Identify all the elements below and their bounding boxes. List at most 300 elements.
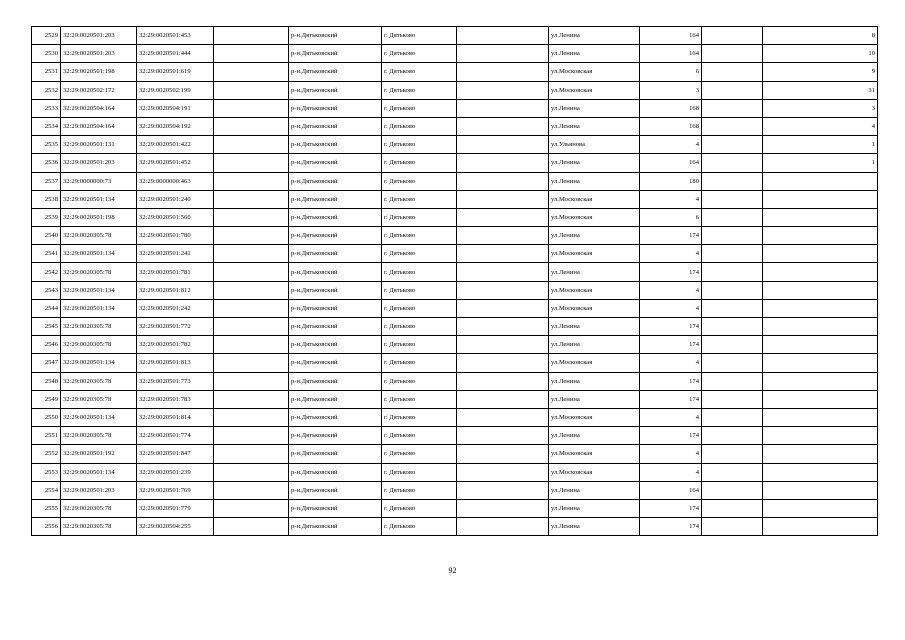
empty-cell [214,390,289,408]
table-row [32,263,878,281]
empty-cell [457,390,549,408]
empty-cell [702,336,763,354]
district-cell: р-н.Дятьковский [289,481,382,499]
house-number-cell: 174 [640,372,702,390]
row-number-cell: 2542 [32,263,61,281]
table-row [32,27,878,45]
row-number-cell: 2552 [32,445,61,463]
empty-cell [214,518,289,536]
table-row [32,63,878,81]
parent-cadastral-number-cell: 32:29:0020501:134 [61,245,137,263]
street-cell: ул.Ленина [549,154,640,172]
city-cell: г. Дятьково [382,336,457,354]
street-cell: ул.Московская [549,208,640,226]
empty-cell [457,318,549,336]
street-cell: ул.Ленина [549,372,640,390]
house-number-cell: 4 [640,445,702,463]
apartment-number-cell [763,208,878,226]
city-cell: г. Дятьково [382,172,457,190]
street-cell: ул.Ленина [549,390,640,408]
table-row [32,45,878,63]
city-cell: г. Дятьково [382,27,457,45]
row-number-cell: 2530 [32,45,61,63]
table-row [32,136,878,154]
district-cell: р-н.Дятьковский [289,136,382,154]
empty-cell [457,27,549,45]
empty-cell [214,372,289,390]
street-cell: ул.Московская [549,81,640,99]
city-cell: г. Дятьково [382,81,457,99]
parent-cadastral-number-cell: 32:29:0020501:198 [61,63,137,81]
parent-cadastral-number-cell: 32:29:0020502:172 [61,81,137,99]
district-cell: р-н.Дятьковский [289,99,382,117]
empty-cell [214,227,289,245]
house-number-cell: 4 [640,299,702,317]
cadastral-number-cell: 32:29:0020501:422 [137,136,214,154]
house-number-cell: 174 [640,227,702,245]
cadastral-number-cell: 32:29:0000000:463 [137,172,214,190]
street-cell: ул.Ленина [549,263,640,281]
empty-cell [457,445,549,463]
parent-cadastral-number-cell: 32:29:0020501:134 [61,463,137,481]
house-number-cell: 174 [640,427,702,445]
parent-cadastral-number-cell: 32:29:0020501:203 [61,154,137,172]
empty-cell [457,227,549,245]
apartment-number-cell [763,190,878,208]
apartment-number-cell [763,245,878,263]
row-number-cell: 2556 [32,518,61,536]
house-number-cell: 168 [640,99,702,117]
city-cell: г. Дятьково [382,117,457,135]
empty-cell [457,190,549,208]
city-cell: г. Дятьково [382,45,457,63]
parent-cadastral-number-cell: 32:29:0020305:78 [61,390,137,408]
city-cell: г. Дятьково [382,427,457,445]
empty-cell [214,427,289,445]
cadastral-number-cell: 32:29:0020501:780 [137,227,214,245]
empty-cell [702,299,763,317]
house-number-cell: 174 [640,390,702,408]
empty-cell [214,245,289,263]
apartment-number-cell [763,372,878,390]
empty-cell [702,518,763,536]
parent-cadastral-number-cell: 32:29:0000000:73 [61,172,137,190]
district-cell: р-н.Дятьковский [289,263,382,281]
parent-cadastral-number-cell: 32:29:0020305:78 [61,318,137,336]
empty-cell [214,263,289,281]
table-row [32,390,878,408]
table-row [32,499,878,517]
cadastral-number-cell: 32:29:0020501:847 [137,445,214,463]
row-number-cell: 2529 [32,27,61,45]
cadastral-number-cell: 32:29:0020501:781 [137,263,214,281]
house-number-cell: 174 [640,518,702,536]
district-cell: р-н.Дятьковский [289,117,382,135]
parent-cadastral-number-cell: 32:29:0020305:78 [61,372,137,390]
apartment-number-cell: 8 [763,27,878,45]
apartment-number-cell [763,263,878,281]
street-cell: ул.Ленина [549,227,640,245]
empty-cell [457,136,549,154]
house-number-cell: 4 [640,354,702,372]
parent-cadastral-number-cell: 32:29:0020501:134 [61,408,137,426]
table-row [32,99,878,117]
empty-cell [214,481,289,499]
empty-cell [457,336,549,354]
street-cell: ул.Ленина [549,499,640,517]
parent-cadastral-number-cell: 32:29:0020501:134 [61,281,137,299]
empty-cell [702,499,763,517]
cadastral-number-cell: 32:29:0020501:240 [137,190,214,208]
city-cell: г. Дятьково [382,372,457,390]
table-row [32,245,878,263]
district-cell: р-н.Дятьковский [289,190,382,208]
table-row [32,408,878,426]
cadastral-number-cell: 32:29:0020501:813 [137,354,214,372]
empty-cell [214,172,289,190]
city-cell: г. Дятьково [382,518,457,536]
row-number-cell: 2539 [32,208,61,226]
table-body [32,27,878,536]
empty-cell [214,445,289,463]
house-number-cell: 6 [640,208,702,226]
city-cell: г. Дятьково [382,463,457,481]
empty-cell [214,117,289,135]
empty-cell [457,99,549,117]
row-number-cell: 2544 [32,299,61,317]
empty-cell [702,154,763,172]
empty-cell [702,318,763,336]
row-number-cell: 2543 [32,281,61,299]
house-number-cell: 4 [640,408,702,426]
parent-cadastral-number-cell: 32:29:0020504:164 [61,99,137,117]
row-number-cell: 2537 [32,172,61,190]
cadastral-number-cell: 32:29:0020501:769 [137,481,214,499]
row-number-cell: 2549 [32,390,61,408]
row-number-cell: 2538 [32,190,61,208]
table-row [32,518,878,536]
district-cell: р-н.Дятьковский [289,408,382,426]
empty-cell [214,318,289,336]
city-cell: г. Дятьково [382,136,457,154]
apartment-number-cell [763,336,878,354]
empty-cell [457,299,549,317]
street-cell: ул.Ленина [549,27,640,45]
district-cell: р-н.Дятьковский [289,245,382,263]
house-number-cell: 3 [640,81,702,99]
table-row [32,227,878,245]
empty-cell [457,172,549,190]
empty-cell [214,281,289,299]
empty-cell [702,208,763,226]
cadastral-number-cell: 32:29:0020501:774 [137,427,214,445]
empty-cell [702,63,763,81]
empty-cell [457,372,549,390]
empty-cell [214,63,289,81]
empty-cell [457,63,549,81]
empty-cell [457,245,549,263]
row-number-cell: 2541 [32,245,61,263]
empty-cell [214,190,289,208]
district-cell: р-н.Дятьковский [289,299,382,317]
cadastral-number-cell: 32:29:0020501:619 [137,63,214,81]
district-cell: р-н.Дятьковский [289,518,382,536]
city-cell: г. Дятьково [382,318,457,336]
row-number-cell: 2547 [32,354,61,372]
parent-cadastral-number-cell: 32:29:0020501:134 [61,354,137,372]
table-row [32,154,878,172]
empty-cell [457,481,549,499]
empty-cell [214,408,289,426]
empty-cell [214,154,289,172]
apartment-number-cell [763,227,878,245]
empty-cell [702,481,763,499]
empty-cell [214,499,289,517]
district-cell: р-н.Дятьковский [289,336,382,354]
city-cell: г. Дятьково [382,354,457,372]
district-cell: р-н.Дятьковский [289,154,382,172]
row-number-cell: 2535 [32,136,61,154]
street-cell: ул.Московская [549,190,640,208]
empty-cell [702,81,763,99]
district-cell: р-н.Дятьковский [289,208,382,226]
empty-cell [702,245,763,263]
empty-cell [457,499,549,517]
empty-cell [702,99,763,117]
empty-cell [702,227,763,245]
empty-cell [702,27,763,45]
house-number-cell: 174 [640,263,702,281]
house-number-cell: 6 [640,63,702,81]
empty-cell [457,263,549,281]
empty-cell [457,154,549,172]
parent-cadastral-number-cell: 32:29:0020501:131 [61,136,137,154]
apartment-number-cell [763,281,878,299]
empty-cell [702,354,763,372]
apartment-number-cell [763,390,878,408]
street-cell: ул.Московская [549,354,640,372]
empty-cell [457,81,549,99]
apartment-number-cell: 3 [763,99,878,117]
table-row [32,445,878,463]
parent-cadastral-number-cell: 32:29:0020504:164 [61,117,137,135]
city-cell: г. Дятьково [382,227,457,245]
empty-cell [457,408,549,426]
district-cell: р-н.Дятьковский [289,318,382,336]
cadastral-number-cell: 32:29:0020501:453 [137,27,214,45]
house-number-cell: 164 [640,27,702,45]
apartment-number-cell: 1 [763,136,878,154]
city-cell: г. Дятьково [382,99,457,117]
cadastral-number-cell: 32:29:0020501:812 [137,281,214,299]
apartment-number-cell: 4 [763,117,878,135]
street-cell: ул.Ленина [549,117,640,135]
house-number-cell: 164 [640,45,702,63]
parent-cadastral-number-cell: 32:29:0020305:78 [61,227,137,245]
table-row [32,172,878,190]
cadastral-number-cell: 32:29:0020501:452 [137,154,214,172]
street-cell: ул.Ленина [549,336,640,354]
row-number-cell: 2553 [32,463,61,481]
empty-cell [702,390,763,408]
city-cell: г. Дятьково [382,208,457,226]
empty-cell [702,45,763,63]
row-number-cell: 2540 [32,227,61,245]
street-cell: ул.Московская [549,463,640,481]
parent-cadastral-number-cell: 32:29:0020305:78 [61,499,137,517]
street-cell: ул.Ленина [549,172,640,190]
apartment-number-cell [763,463,878,481]
parent-cadastral-number-cell: 32:29:0020305:78 [61,427,137,445]
apartment-number-cell: 31 [763,81,878,99]
cadastral-number-cell: 32:29:0020501:773 [137,372,214,390]
house-number-cell: 4 [640,245,702,263]
empty-cell [702,408,763,426]
district-cell: р-н.Дятьковский [289,463,382,481]
parent-cadastral-number-cell: 32:29:0020501:203 [61,481,137,499]
street-cell: ул.Ульянова [549,136,640,154]
parent-cadastral-number-cell: 32:29:0020305:78 [61,336,137,354]
property-registry-table [31,26,878,536]
empty-cell [214,136,289,154]
row-number-cell: 2531 [32,63,61,81]
empty-cell [457,117,549,135]
parent-cadastral-number-cell: 32:29:0020501:192 [61,445,137,463]
house-number-cell: 164 [640,481,702,499]
table-row [32,318,878,336]
parent-cadastral-number-cell: 32:29:0020501:203 [61,45,137,63]
row-number-cell: 2532 [32,81,61,99]
district-cell: р-н.Дятьковский [289,281,382,299]
cadastral-number-cell: 32:29:0020504:255 [137,518,214,536]
house-number-cell: 164 [640,154,702,172]
cadastral-number-cell: 32:29:0020501:239 [137,463,214,481]
row-number-cell: 2536 [32,154,61,172]
apartment-number-cell [763,299,878,317]
district-cell: р-н.Дятьковский [289,172,382,190]
empty-cell [457,354,549,372]
empty-cell [457,208,549,226]
empty-cell [214,463,289,481]
city-cell: г. Дятьково [382,63,457,81]
house-number-cell: 168 [640,117,702,135]
cadastral-number-cell: 32:29:0020501:444 [137,45,214,63]
row-number-cell: 2534 [32,117,61,135]
parent-cadastral-number-cell: 32:29:0020305:78 [61,263,137,281]
table-row [32,336,878,354]
empty-cell [702,172,763,190]
empty-cell [457,518,549,536]
table-row [32,354,878,372]
district-cell: р-н.Дятьковский [289,81,382,99]
cadastral-number-cell: 32:29:0020501:779 [137,499,214,517]
table-row [32,299,878,317]
house-number-cell: 180 [640,172,702,190]
house-number-cell: 174 [640,336,702,354]
apartment-number-cell [763,354,878,372]
apartment-number-cell [763,172,878,190]
row-number-cell: 2545 [32,318,61,336]
apartment-number-cell [763,318,878,336]
house-number-cell: 4 [640,136,702,154]
apartment-number-cell [763,518,878,536]
house-number-cell: 4 [640,463,702,481]
empty-cell [214,99,289,117]
empty-cell [457,427,549,445]
district-cell: р-н.Дятьковский [289,390,382,408]
cadastral-number-cell: 32:29:0020501:241 [137,245,214,263]
city-cell: г. Дятьково [382,245,457,263]
district-cell: р-н.Дятьковский [289,427,382,445]
apartment-number-cell: 1 [763,154,878,172]
apartment-number-cell: 9 [763,63,878,81]
empty-cell [214,81,289,99]
empty-cell [702,445,763,463]
empty-cell [214,27,289,45]
street-cell: ул.Ленина [549,427,640,445]
row-number-cell: 2555 [32,499,61,517]
apartment-number-cell [763,445,878,463]
empty-cell [457,281,549,299]
cadastral-number-cell: 32:29:0020502:199 [137,81,214,99]
empty-cell [457,45,549,63]
street-cell: ул.Ленина [549,481,640,499]
apartment-number-cell [763,408,878,426]
city-cell: г. Дятьково [382,263,457,281]
cadastral-number-cell: 32:29:0020504:192 [137,117,214,135]
cadastral-number-cell: 32:29:0020504:191 [137,99,214,117]
cadastral-number-cell: 32:29:0020501:242 [137,299,214,317]
empty-cell [457,463,549,481]
table-row [32,117,878,135]
cadastral-number-cell: 32:29:0020501:782 [137,336,214,354]
empty-cell [702,427,763,445]
district-cell: р-н.Дятьковский [289,445,382,463]
apartment-number-cell [763,499,878,517]
table-row [32,281,878,299]
empty-cell [702,136,763,154]
cadastral-number-cell: 32:29:0020501:772 [137,318,214,336]
empty-cell [702,372,763,390]
table-row [32,427,878,445]
district-cell: р-н.Дятьковский [289,27,382,45]
row-number-cell: 2551 [32,427,61,445]
city-cell: г. Дятьково [382,154,457,172]
table-row [32,208,878,226]
city-cell: г. Дятьково [382,499,457,517]
street-cell: ул.Ленина [549,518,640,536]
page-number: 92 [448,566,457,575]
table-row [32,372,878,390]
house-number-cell: 174 [640,499,702,517]
district-cell: р-н.Дятьковский [289,499,382,517]
street-cell: ул.Ленина [549,99,640,117]
district-cell: р-н.Дятьковский [289,45,382,63]
empty-cell [214,336,289,354]
city-cell: г. Дятьково [382,390,457,408]
street-cell: ул.Московская [549,445,640,463]
row-number-cell: 2533 [32,99,61,117]
empty-cell [702,190,763,208]
cadastral-number-cell: 32:29:0020501:560 [137,208,214,226]
street-cell: ул.Московская [549,408,640,426]
empty-cell [214,45,289,63]
district-cell: р-н.Дятьковский [289,372,382,390]
parent-cadastral-number-cell: 32:29:0020501:203 [61,27,137,45]
apartment-number-cell [763,481,878,499]
street-cell: ул.Ленина [549,318,640,336]
house-number-cell: 4 [640,190,702,208]
